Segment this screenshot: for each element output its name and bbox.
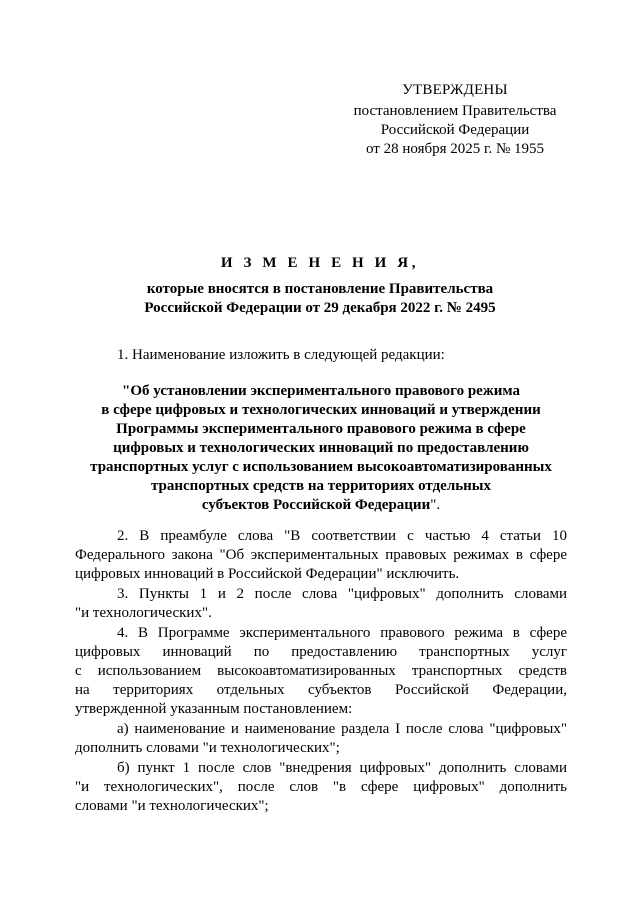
- title-main: И З М Е Н Е Н И Я,: [220, 255, 420, 271]
- item-4-line: с использованием высокоавтоматизированных транспортных средств: [75, 663, 567, 679]
- approval-line: от 28 ноября 2025 г. № 1955: [365, 141, 545, 157]
- new-name-quote: [75, 382, 567, 515]
- item-3-line: "и технологических".: [75, 605, 212, 621]
- subitem-b-line: "и технологических", после слов "в сфере цифровых" дополнить: [75, 779, 567, 795]
- approval-line: Российской Федерации: [380, 122, 530, 138]
- quote-line: транспортных услуг с использованием высокоавтоматизированных: [90, 459, 552, 475]
- subitem-a-line: дополнить словами "и технологических";: [75, 740, 340, 756]
- quote-line-last: [83, 496, 559, 515]
- document-body: [75, 346, 567, 817]
- item-3: [75, 585, 567, 623]
- item-4-line: на территориях отдельных субъектов Российской Федерации,: [75, 682, 567, 698]
- subitem-a-line: а) наименование и наименование раздела I после слова "цифровых": [117, 721, 567, 737]
- quote-line: транспортных средств на территориях отдельных: [150, 478, 492, 494]
- quote-line: "Об установлении экспериментального правового режима: [122, 383, 520, 399]
- quote-closing: ".: [430, 497, 441, 513]
- quote-line-text: субъектов Российской Федерации: [201, 497, 431, 513]
- approval-line: постановлением Правительства: [353, 103, 557, 119]
- quote-line: в сфере цифровых и технологических инноваций и утверждении: [101, 402, 541, 418]
- quote-line: Программы экспериментального правового режима в сфере: [116, 421, 526, 437]
- approval-heading: УТВЕРЖДЕНЫ: [402, 82, 508, 98]
- document-title: [60, 253, 580, 318]
- item-3-line: 3. Пункты 1 и 2 после слова "цифровых" дополнить словами: [117, 586, 567, 602]
- item-1: 1. Наименование изложить в следующей редакции:: [117, 347, 445, 363]
- item-2-line: Федерального закона "Об экспериментальных правовых режимах в сфере: [75, 547, 567, 563]
- subitem-b-line: б) пункт 1 после слов "внедрения цифровых" дополнить словами: [117, 760, 567, 776]
- item-4-line: утвержденной указанным постановлением:: [75, 701, 353, 717]
- item-4-line: цифровых инноваций по предоставлению транспортных услуг: [75, 644, 567, 660]
- title-sub-line: которые вносятся в постановление Правительства: [146, 281, 494, 297]
- quote-line: цифровых и технологических инноваций по предоставлению: [113, 440, 529, 456]
- item-2-line: цифровых инноваций в Российской Федерации" исключить.: [75, 566, 460, 582]
- subitem-b: [75, 759, 567, 816]
- item-4: [75, 624, 567, 719]
- approval-stamp: [340, 80, 570, 159]
- subitem-b-line: словами "и технологических";: [75, 798, 269, 814]
- title-sub-line: Российской Федерации от 29 декабря 2022 г. № 2495: [144, 300, 496, 316]
- item-2-line: 2. В преамбуле слова "В соответствии с частью 4 статьи 10: [117, 528, 567, 544]
- subitem-a: [75, 720, 567, 758]
- item-2: [75, 527, 567, 584]
- item-4-line: 4. В Программе экспериментального правового режима в сфере: [117, 625, 567, 641]
